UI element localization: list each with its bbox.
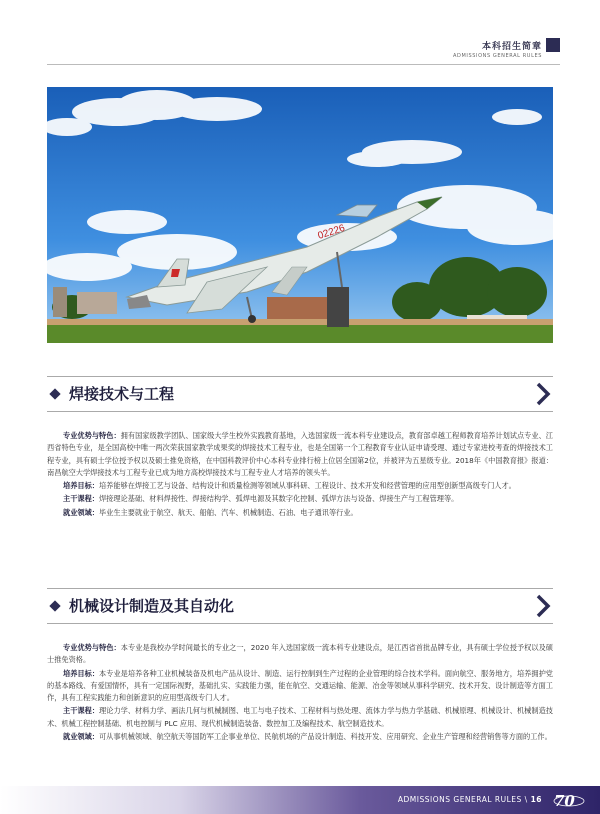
page-number: 16 [530,795,542,804]
header-divider [47,64,560,65]
paragraph [47,731,553,743]
section-bar-bottom-line [47,411,553,412]
paragraph-text: 焊接理论基础、材料焊接性、焊接结构学、弧焊电源及其数字化控制、弧焊方法与设备、焊接生产与工程管理等。 [98,494,459,504]
paragraph [47,507,553,519]
paragraph [47,480,553,492]
paragraph-text: 本专业是培养各种工业机械装备及机电产品从设计、制造、运行控制到生产过程的企业管理的综合技术学科。面向航空、服务地方，培养拥护党的基本路线、有爱国情怀，具有一定国际视野，基础扎实、实践能力强，能在航空、交通运输、能源、冶金等领域从事科学研究、技术开发、设计制造等方面工作，具有工程实践能力和创新意识的应用型高级专门人才。 [47,668,553,703]
paragraph [47,642,553,667]
paragraph-label: 主干课程： [63,494,99,504]
diamond-icon [49,600,60,611]
section-bar-welding [47,376,553,412]
footer-band [0,786,600,814]
section-bar-top-line [47,376,553,377]
section-title: 焊接技术与工程 [69,385,175,403]
header-square-mark [546,38,560,52]
header-title-en: ADMISSIONS GENERAL RULES [453,53,542,59]
section-body-welding [47,430,553,520]
paragraph-label: 培养目标： [63,481,99,491]
paragraph-label: 专业优势与特色： [63,643,121,652]
paragraph-label: 就业领域： [63,732,99,742]
section-body-mechanical [47,642,553,744]
footer-label: ADMISSIONS GENERAL RULES [397,795,522,804]
jet-number: 02226 [316,222,347,242]
paragraph-label: 培养目标： [63,668,100,678]
section-bar-mechanical [47,588,553,624]
header-title-cn: 本科招生简章 [481,42,542,52]
paragraph-text: 培养能够在焊接工艺与设备、结构设计和质量检测等领域从事科研、工程设计、技术开发和经营管理的应用型创新型高级专门人才。 [98,481,516,491]
svg-text:70: 70 [554,792,575,810]
paragraph-label: 专业优势与特色： [63,431,121,440]
paragraph [47,430,553,479]
footer-text: ADMISSIONS GENERAL RULES \ 16 [397,795,542,804]
chevron-right-icon [535,381,551,407]
diamond-icon [49,388,60,399]
paragraph-text: 本专业是我校办学时间最长的专业之一，2020 年入选国家级一流本科专业建设点，是江西省首批品牌专业，具有硕士学位授予权以及硕士推免资格。 [47,643,553,665]
paragraph-text: 可从事机械领域、航空航天等国防军工企事业单位、民航机场的产品设计制造、科技开发、应用研究、企业生产管理和经营销售等方面的工作。 [98,732,552,742]
paragraph-label: 就业领域： [63,507,99,517]
jet-photo [47,87,553,343]
paragraph-text: 拥有国家级教学团队、国家级大学生校外实践教育基地，入选国家级一流本科专业建设点，教育部卓越工程师教育培养计划试点专业、江西省特色专业，是全国高校中唯一两次荣获国家教学成果奖的焊接技术工程专业，也是全国第一个工程教育专业认证申请受理、通过专家进校考查的焊接技术工程专业，具有硕士学位授予权以及硕士推免资格，在中国科教评价中心本科专业排行榜上位居全国第2位，并被评为五星级专业。2018年《中国教育报》报道：南昌航空大学焊接技术与工程专业已成为地方高校焊接技术与工程专业人才培养的领头羊。 [47,431,553,477]
anniversary-logo-icon [552,790,586,810]
section-bar-bottom-line [47,623,553,624]
paragraph-text: 理论力学、材料力学、画法几何与机械制图、电工与电子技术、工程材料与热处理、流体力学与热力学基础、机械原理、机械设计、机械制造技术、机械工程控制基础、机电控制与 PLC 应用、现代机械制造装备、数控加工及编程技术、航空制造技术。 [47,706,553,728]
paragraph-label: 主干课程： [63,706,100,716]
paragraph [47,705,553,730]
paragraph [47,493,553,505]
section-bar-top-line [47,588,553,589]
paragraph-text: 毕业生主要就业于航空、航天、船舶、汽车、机械制造、石油、电子通讯等行业。 [98,507,358,517]
section-title: 机械设计制造及其自动化 [69,597,235,615]
chevron-right-icon [535,593,551,619]
paragraph [47,668,553,705]
